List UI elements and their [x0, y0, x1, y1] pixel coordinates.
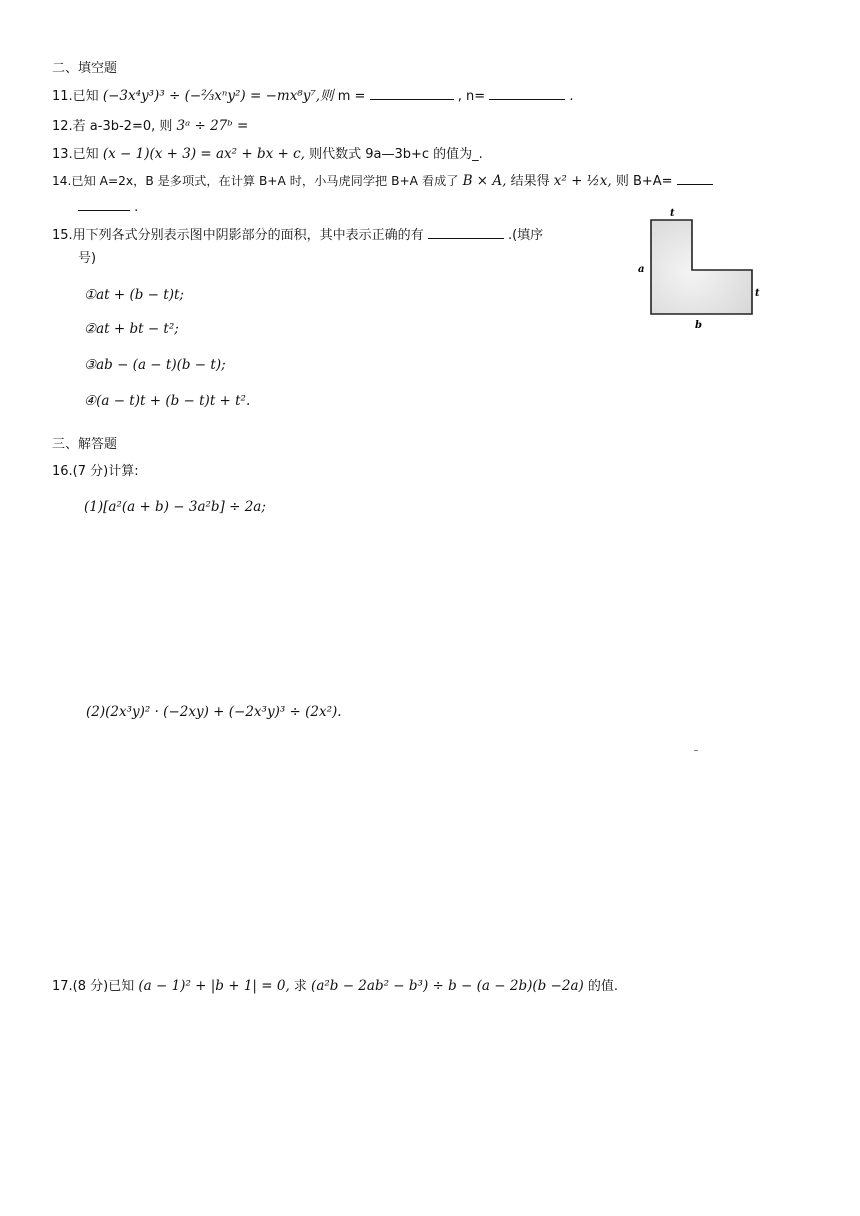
q11-end: .	[569, 89, 574, 104]
q12-prefix: 12.若 a-3b-2=0, 则	[52, 119, 173, 134]
q11-n-blank[interactable]	[489, 86, 565, 100]
q12-blank[interactable]	[252, 116, 282, 130]
q14-blank-a[interactable]	[677, 171, 713, 185]
q14-suffix: 则 B+A=	[615, 174, 673, 189]
q14-prefix: 14.已知 A=2x，B 是多项式，在计算 B+A 时，小马虎同学把 B+A 看成了	[52, 174, 459, 188]
figure-label-b: b	[695, 320, 702, 331]
q17-prefix: 17.(8 分)已知	[52, 979, 135, 994]
q14-end: .	[134, 200, 139, 215]
question-12	[52, 116, 282, 136]
q15-blank[interactable]	[428, 225, 504, 239]
q12-expression: 3ᵃ ÷ 27ᵇ =	[176, 118, 249, 134]
q15-tail: .(填序	[507, 228, 544, 243]
q11-prefix: 11.已知	[52, 89, 99, 104]
q15-option-2: ②at + bt − t²;	[84, 321, 179, 337]
shaded-region	[651, 220, 752, 314]
q17-expression-2: (a²b − 2ab² − b³) ÷ b − (a − 2b)(b −2a)	[311, 978, 584, 994]
q14-mid: 结果得	[510, 174, 550, 189]
q15-option-3: ③ab − (a − t)(b − t);	[84, 357, 226, 373]
q11-expression: (−3x⁴y³)³ ÷ (−⅔xⁿy²) = −mx⁸y⁷,则	[102, 88, 334, 104]
question-14-continuation	[78, 197, 138, 217]
figure-label-right-t: t	[755, 288, 760, 299]
question-17	[52, 977, 618, 996]
question-13	[52, 145, 483, 164]
figure-label-top-t: t	[670, 208, 675, 219]
q15-tail-line2: 号)	[78, 251, 97, 266]
q14-expression-2: x² + ½x,	[553, 173, 612, 189]
q14-expression-1: B × A,	[462, 173, 507, 189]
question-14	[52, 171, 713, 191]
q16-title: 16.(7 分)计算:	[52, 464, 139, 479]
q15-text: 15.用下列各式分别表示图中阴影部分的面积，其中表示正确的有	[52, 228, 424, 243]
q17-mid: 求	[293, 979, 307, 994]
q15-option-4: ④(a − t)t + (b − t)t + t².	[84, 393, 251, 409]
q11-m-blank[interactable]	[370, 86, 454, 100]
stray-mark	[694, 750, 698, 751]
q16-part-1: (1)[a²(a + b) − 3a²b] ÷ 2a;	[84, 499, 266, 515]
q17-suffix: 的值.	[587, 979, 619, 994]
figure-label-a: a	[638, 264, 645, 275]
section-title-solutions: 三、解答题	[52, 437, 118, 452]
section-title-fill-in: 二、填空题	[52, 61, 118, 76]
q13-expression: (x − 1)(x + 3) = ax² + bx + c,	[102, 146, 305, 162]
l-shape-figure	[634, 206, 774, 336]
q17-expression: (a − 1)² + |b + 1| = 0,	[138, 978, 290, 994]
q13-suffix: 则代数式 9a—3b+c 的值为_.	[309, 147, 483, 162]
question-15	[52, 225, 543, 245]
q11-n-label: , n=	[457, 89, 486, 104]
q16-part-2: (2)(2x³y)² · (−2xy) + (−2x³y)³ ÷ (2x²).	[86, 704, 342, 720]
question-11	[52, 86, 574, 106]
q14-blank-b[interactable]	[78, 197, 130, 211]
q15-option-1: ①at + (b − t)t;	[84, 287, 184, 303]
q11-m-label: m =	[337, 89, 366, 104]
q13-prefix: 13.已知	[52, 147, 99, 162]
